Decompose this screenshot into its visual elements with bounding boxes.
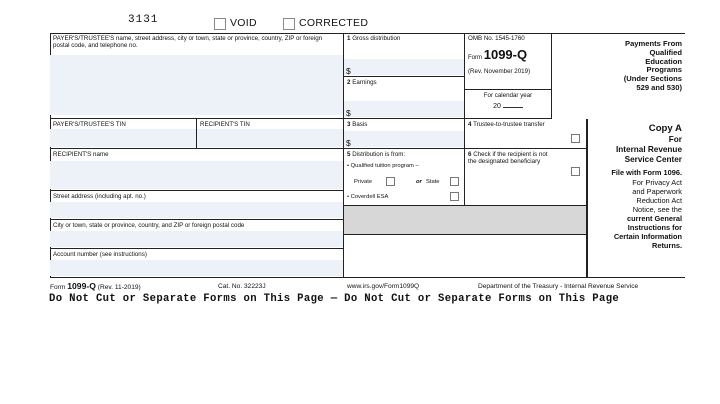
right-column-divider [587,119,588,278]
city-label: City or town, state or province, country, and ZIP or foreign postal code [53,222,245,229]
void-checkbox[interactable] [214,18,226,30]
omb-number: OMB No. 1545-1760 [468,35,525,42]
corrected-label: CORRECTED [299,17,369,29]
box5-coverdell-checkbox[interactable] [450,192,459,201]
box3-number: 3 [347,121,351,128]
box4-checkbox[interactable] [571,134,580,143]
box3-dollar: $ [346,138,351,148]
footer-form-id [50,281,141,291]
calendar-year-prefix: 20 [493,103,501,110]
file-with-label: File with Form 1096. [611,168,682,177]
footer-url[interactable]: www.irs.gov/Form1099Q [347,283,420,290]
box1-number: 1 [347,35,351,42]
recipient-name-box[interactable] [50,149,344,191]
omb-box [465,33,552,90]
box5-distribution-source[interactable] [344,149,465,206]
box2-dollar: $ [346,108,351,118]
title-line-6: 529 and 530) [636,82,682,92]
privacy-line-2: and Paperwork [632,187,682,196]
calendar-year-box[interactable] [465,90,552,119]
box2-label: Earnings [352,79,377,86]
box5-private-label: Private [354,179,373,185]
box4-trustee-transfer[interactable] [465,119,587,149]
box5-number: 5 [347,151,351,158]
account-number-entry [50,260,343,276]
privacy-line-3: Reduction Act [636,196,682,205]
box5-coverdell-label: • Coverdell ESA [347,194,389,200]
form-title [560,40,682,93]
box6-number: 6 [468,151,472,158]
calendar-year-label: For calendar year [483,92,533,99]
omb-form-word: Form [468,55,482,61]
right-column-bottom [587,277,685,278]
box5-state-checkbox[interactable] [450,177,459,186]
form-code: 3131 [128,14,159,26]
payer-tin-entry [50,129,196,147]
title-line-3: Education [645,56,682,66]
payer-tin-label: PAYER'S/TRUSTEE'S TIN [53,121,126,128]
omb-form-name: 1099-Q [483,47,528,62]
box1-dollar: $ [346,66,351,76]
account-number-label: Account number (see instructions) [53,251,147,258]
box6-checkbox[interactable] [571,167,580,176]
recipient-tin-label: RECIPIENT'S TIN [200,121,250,128]
footer-form-name: 1099-Q [67,281,96,291]
box1-entry [344,59,464,75]
box4-label: Trustee-to-trustee transfer [473,121,545,128]
omb-revision: (Rev. November 2019) [468,68,531,75]
footer-revision: (Rev. 11-2019) [97,284,141,291]
box3-label: Basis [352,121,368,128]
payer-info-entry [50,55,343,115]
for-line-2: Internal Revenue [616,145,682,154]
recipient-name-entry [50,161,343,189]
city-box[interactable] [50,220,344,249]
box2-number: 2 [347,79,351,86]
box3-entry [344,131,464,147]
box1-gross-distribution[interactable] [344,33,465,77]
box5-qtp-label: • Qualified tuition program – [347,163,419,169]
box4-number: 4 [468,121,472,128]
copy-a-label: Copy A [648,123,682,134]
calendar-year-blank [503,107,523,108]
current-line-4: Returns. [652,241,682,250]
box3-basis[interactable] [344,119,465,149]
box2-entry [344,101,464,117]
title-line-4: Programs [646,65,682,75]
shaded-area [344,206,587,235]
recipient-tin-entry [197,129,343,147]
box1-label: Gross distribution [352,35,401,42]
box5-or-label: or [416,179,422,185]
corrected-checkbox[interactable] [283,18,295,30]
account-number-box[interactable] [50,249,344,278]
title-line-1: Payments From [625,39,682,48]
void-label: VOID [230,17,257,29]
city-entry [50,231,343,247]
privacy-line-4: Notice, see the [632,205,682,214]
copy-a-block [590,123,682,250]
box5-state-label: State [426,179,440,185]
recipient-tin-box[interactable] [197,119,344,149]
current-line-3: Certain Information [613,232,682,241]
for-line-1: For [668,135,682,144]
box6-not-designated-beneficiary[interactable] [465,149,587,206]
privacy-line-1: For Privacy Act [632,178,682,187]
current-line-1: current General [626,214,682,223]
payer-info-box[interactable] [50,33,344,119]
payer-info-label: PAYER'S/TRUSTEE'S name, street address, city or town, state or province, country, ZIP or foreign postal code, and telephone no. [53,35,323,49]
footer-department: Department of the Treasury - Internal Revenue Service [478,283,639,290]
box6-label: Check if the recipient is not the designated beneficiary [468,151,548,165]
for-line-3: Service Center [624,155,682,164]
title-line-5: (Under Sections [623,74,682,84]
street-address-label: Street address (including apt. no.) [53,193,146,200]
footer-form-word: Form [50,284,66,291]
payer-tin-box[interactable] [50,119,197,149]
box5-private-checkbox[interactable] [386,177,395,186]
blank-area [344,235,587,278]
footer-cat-no: Cat. No. 32223J [218,283,266,290]
current-line-2: Instructions for [627,223,682,232]
recipient-name-label: RECIPIENT'S name [53,151,109,158]
do-not-cut-warning: Do Not Cut or Separate Forms on This Page — Do Not Cut or Separate Forms on This Page [49,293,620,305]
street-address-box[interactable] [50,191,344,220]
box5-label: Distribution is from: [352,151,406,158]
box2-earnings[interactable] [344,77,465,119]
street-address-entry [50,202,343,218]
title-line-2: Qualified [649,47,682,57]
